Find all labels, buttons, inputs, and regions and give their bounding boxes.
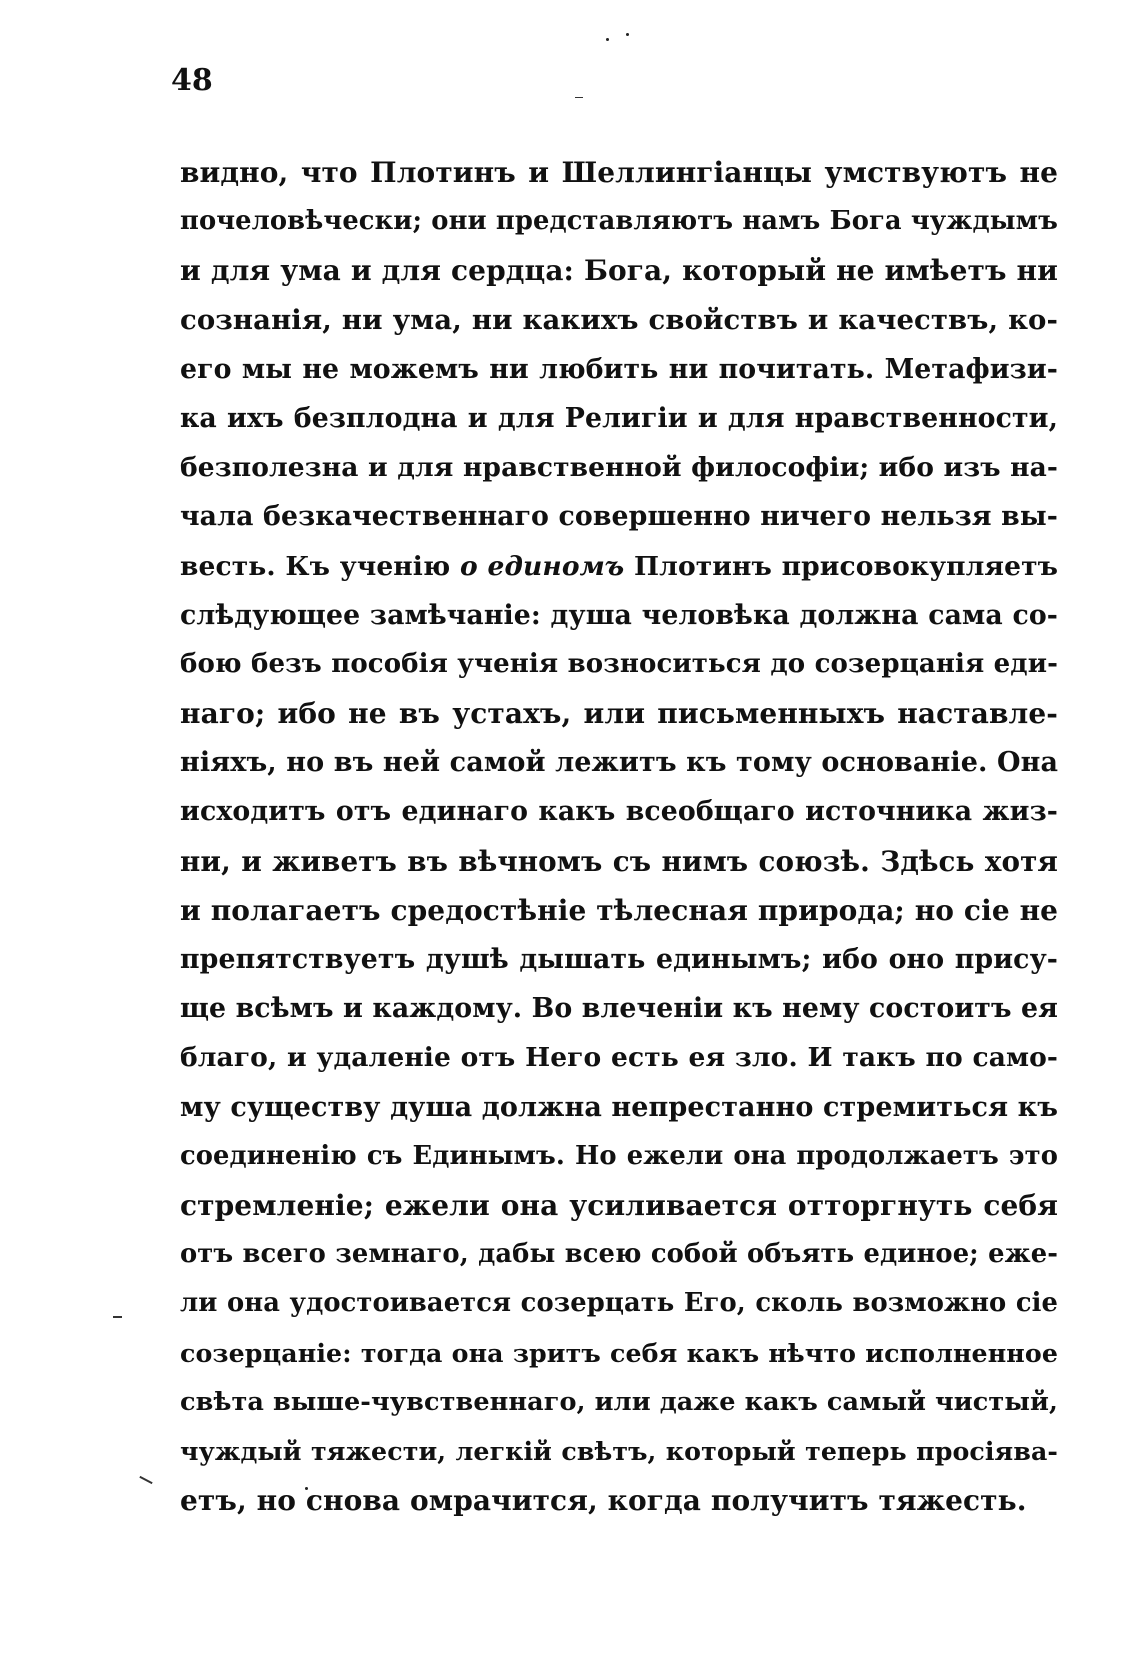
text-line: видно, что Плотинъ и Шеллингіанцы умствуютъ не (180, 156, 1058, 189)
text-line: свѣта выше-чувственнаго, или даже какъ самый чистый, (180, 1386, 1058, 1417)
text-line: его мы не можемъ ни любить ни почитать. Метафизи- (180, 353, 1058, 385)
text-line: ли она удостоивается созерцать Его, сколь возможно сіе (180, 1288, 1058, 1319)
text-line: почеловѣчески; они представляютъ намъ Бога чуждымъ (180, 206, 1058, 237)
ink-mark (575, 97, 583, 98)
text-line-end: Плотинъ присовокупляетъ (634, 550, 1059, 582)
text-line: ни, и живетъ въ вѣчномъ съ нимъ союзѣ. Здѣсь хотя (180, 844, 1058, 878)
text-line: слѣдующее замѣчаніе: душа человѣка должна сама со- (180, 599, 1058, 631)
text-line: ка ихъ безплодна и для Религіи и для нравственности, (180, 402, 1058, 434)
text-line: наго; ибо не въ устахъ, или письменныхъ наставле- (180, 697, 1058, 731)
text-line-last: етъ, но снова омрачится, когда получитъ тяжесть. (180, 1484, 1027, 1518)
text-line: благо, и удаленіе отъ Него есть ея зло. И такъ по само- (180, 1042, 1058, 1074)
text-line-start: весть. Къ ученію (180, 550, 451, 582)
text-line: препятствуетъ душѣ дышать единымъ; ибо оно прису- (180, 944, 1058, 975)
text-line: бою безъ пособія ученія возноситься до созерцанія еди- (180, 648, 1058, 679)
ink-mark (139, 1476, 152, 1484)
text-line: му существу душа должна непрестанно стремиться къ (180, 1091, 1059, 1123)
text-line: и полагаетъ средостѣніе тѣлесная природа; но сіе не (180, 893, 1059, 927)
text-line: ще всѣмъ и каждому. Во влеченіи къ нему состоитъ ея (180, 993, 1058, 1025)
text-line: соединенію съ Единымъ. Но ежели она продолжаетъ это (180, 1140, 1058, 1171)
text-line: исходитъ отъ единаго какъ всеобщаго источника жиз- (180, 796, 1058, 828)
ink-speck (626, 33, 629, 36)
page-number: 48 (171, 63, 213, 98)
text-line: стремленіе; ежели она усиливается отторгнуть себя (180, 1188, 1058, 1222)
text-line: безполезна и для нравственной философіи; ибо изъ на- (180, 452, 1058, 484)
text-line: созерцаніе: тогда она зритъ себя какъ нѣчто исполненное (180, 1337, 1058, 1368)
body-text (180, 148, 1058, 1525)
text-line: отъ всего земнаго, дабы всею собой объять единое; еже- (180, 1239, 1058, 1270)
italic-phrase: о единомъ (460, 550, 625, 582)
text-line: чуждый тяжести, легкій свѣтъ, который теперь просіява- (180, 1435, 1058, 1466)
text-line: и для ума и для сердца: Бога, который не имѣетъ ни (180, 254, 1058, 288)
text-line: сознанія, ни ума, ни какихъ свойствъ и качествъ, ко- (180, 303, 1058, 336)
ink-mark (113, 1316, 122, 1318)
text-line: ніяхъ, но въ ней самой лежитъ къ тому основаніе. Она (180, 747, 1059, 779)
ink-speck (606, 38, 609, 41)
text-line: чала безкачественнаго совершенно ничего нельзя вы- (180, 501, 1058, 533)
text-line (180, 542, 1058, 591)
